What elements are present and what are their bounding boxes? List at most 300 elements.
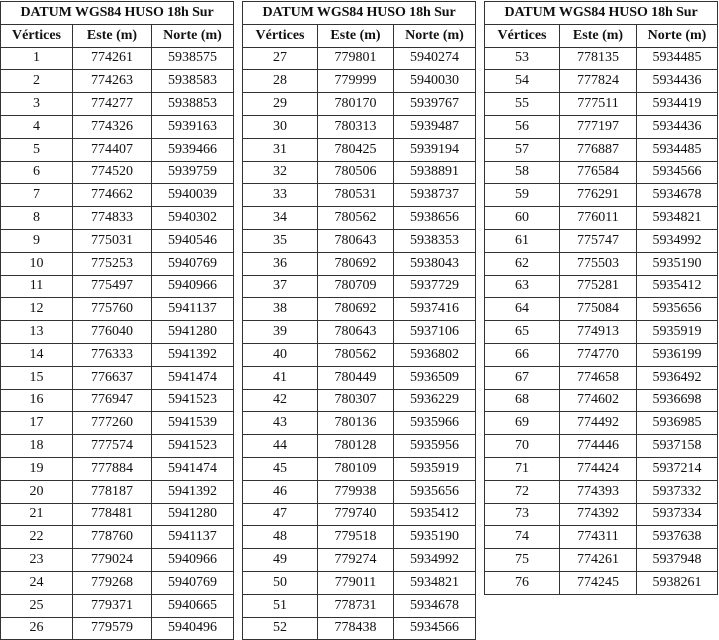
table-row bbox=[1, 571, 234, 594]
table-row bbox=[1, 207, 234, 230]
east-cell: 774277 bbox=[73, 93, 152, 116]
north-cell: 5940966 bbox=[152, 275, 234, 298]
north-cell: 5936985 bbox=[637, 412, 718, 435]
east-cell: 775760 bbox=[73, 298, 152, 321]
vertex-cell: 50 bbox=[243, 571, 318, 594]
vertex-cell: 67 bbox=[485, 366, 560, 389]
north-cell: 5941523 bbox=[152, 435, 234, 458]
table-row bbox=[243, 503, 476, 526]
east-cell: 778481 bbox=[73, 503, 152, 526]
north-cell: 5937416 bbox=[394, 298, 476, 321]
north-cell: 5941539 bbox=[152, 412, 234, 435]
north-cell: 5935190 bbox=[394, 526, 476, 549]
table-row bbox=[243, 389, 476, 412]
east-cell: 774392 bbox=[560, 503, 637, 526]
vertex-cell: 59 bbox=[485, 184, 560, 207]
north-cell: 5937729 bbox=[394, 275, 476, 298]
vertex-cell: 20 bbox=[1, 480, 73, 503]
datum-header: DATUM WGS84 HUSO 18h Sur bbox=[243, 2, 476, 25]
table-row bbox=[243, 435, 476, 458]
north-cell: 5938737 bbox=[394, 184, 476, 207]
table-row bbox=[485, 435, 718, 458]
north-cell: 5938575 bbox=[152, 47, 234, 70]
north-cell: 5935412 bbox=[637, 275, 718, 298]
north-cell: 5934992 bbox=[394, 549, 476, 572]
north-cell: 5937106 bbox=[394, 321, 476, 344]
north-cell: 5939163 bbox=[152, 115, 234, 138]
north-cell: 5939466 bbox=[152, 138, 234, 161]
north-cell: 5938043 bbox=[394, 252, 476, 275]
north-cell: 5936229 bbox=[394, 389, 476, 412]
vertex-cell: 65 bbox=[485, 321, 560, 344]
north-cell: 5941137 bbox=[152, 526, 234, 549]
vertex-cell: 75 bbox=[485, 549, 560, 572]
vertex-cell: 76 bbox=[485, 571, 560, 594]
vertex-cell: 11 bbox=[1, 275, 73, 298]
east-cell: 774492 bbox=[560, 412, 637, 435]
vertex-cell: 41 bbox=[243, 366, 318, 389]
north-cell: 5940769 bbox=[152, 252, 234, 275]
north-cell: 5936509 bbox=[394, 366, 476, 389]
vertex-cell: 14 bbox=[1, 343, 73, 366]
east-column-header: Este (m) bbox=[318, 24, 394, 47]
vertex-cell: 12 bbox=[1, 298, 73, 321]
vertex-cell: 55 bbox=[485, 93, 560, 116]
east-cell: 774662 bbox=[73, 184, 152, 207]
east-cell: 774245 bbox=[560, 571, 637, 594]
east-cell: 780692 bbox=[318, 298, 394, 321]
table-row bbox=[243, 229, 476, 252]
table-row bbox=[1, 321, 234, 344]
east-cell: 780170 bbox=[318, 93, 394, 116]
east-cell: 775084 bbox=[560, 298, 637, 321]
east-cell: 780692 bbox=[318, 252, 394, 275]
east-cell: 778760 bbox=[73, 526, 152, 549]
table-row bbox=[1, 115, 234, 138]
east-cell: 777197 bbox=[560, 115, 637, 138]
vertex-cell: 4 bbox=[1, 115, 73, 138]
north-cell: 5937158 bbox=[637, 435, 718, 458]
vertex-cell: 36 bbox=[243, 252, 318, 275]
vertex-cell: 72 bbox=[485, 480, 560, 503]
vertex-cell: 9 bbox=[1, 229, 73, 252]
east-cell: 776040 bbox=[73, 321, 152, 344]
vertex-cell: 44 bbox=[243, 435, 318, 458]
table-row bbox=[243, 115, 476, 138]
table-row bbox=[243, 321, 476, 344]
east-cell: 774913 bbox=[560, 321, 637, 344]
table-row bbox=[243, 138, 476, 161]
coordinates-table-3 bbox=[484, 1, 718, 595]
east-cell: 779011 bbox=[318, 571, 394, 594]
north-cell: 5941474 bbox=[152, 457, 234, 480]
north-cell: 5934678 bbox=[637, 184, 718, 207]
north-cell: 5934485 bbox=[637, 138, 718, 161]
vertex-cell: 31 bbox=[243, 138, 318, 161]
north-cell: 5934566 bbox=[394, 617, 476, 640]
table-row bbox=[1, 275, 234, 298]
north-cell: 5935919 bbox=[637, 321, 718, 344]
vertex-cell: 3 bbox=[1, 93, 73, 116]
vertex-column-header: Vértices bbox=[243, 24, 318, 47]
vertex-cell: 71 bbox=[485, 457, 560, 480]
north-cell: 5941474 bbox=[152, 366, 234, 389]
table-row bbox=[485, 412, 718, 435]
north-cell: 5941137 bbox=[152, 298, 234, 321]
east-cell: 779999 bbox=[318, 70, 394, 93]
north-cell: 5936802 bbox=[394, 343, 476, 366]
vertex-cell: 16 bbox=[1, 389, 73, 412]
east-cell: 780313 bbox=[318, 115, 394, 138]
north-cell: 5935190 bbox=[637, 252, 718, 275]
table-row bbox=[1, 594, 234, 617]
table-row bbox=[485, 161, 718, 184]
table-row bbox=[243, 47, 476, 70]
table-row bbox=[1, 480, 234, 503]
vertex-cell: 23 bbox=[1, 549, 73, 572]
vertex-cell: 34 bbox=[243, 207, 318, 230]
north-cell: 5936698 bbox=[637, 389, 718, 412]
vertex-cell: 43 bbox=[243, 412, 318, 435]
north-cell: 5935956 bbox=[394, 435, 476, 458]
table-row bbox=[1, 184, 234, 207]
north-cell: 5934436 bbox=[637, 70, 718, 93]
north-cell: 5937948 bbox=[637, 549, 718, 572]
table-row bbox=[1, 435, 234, 458]
table-row bbox=[1, 526, 234, 549]
vertex-cell: 73 bbox=[485, 503, 560, 526]
east-cell: 774311 bbox=[560, 526, 637, 549]
vertex-cell: 15 bbox=[1, 366, 73, 389]
vertex-cell: 47 bbox=[243, 503, 318, 526]
table-row bbox=[243, 412, 476, 435]
north-cell: 5940966 bbox=[152, 549, 234, 572]
north-cell: 5937332 bbox=[637, 480, 718, 503]
east-cell: 779518 bbox=[318, 526, 394, 549]
east-cell: 780709 bbox=[318, 275, 394, 298]
east-cell: 774263 bbox=[73, 70, 152, 93]
vertex-cell: 26 bbox=[1, 617, 73, 640]
vertex-cell: 54 bbox=[485, 70, 560, 93]
north-cell: 5940274 bbox=[394, 47, 476, 70]
east-cell: 780643 bbox=[318, 229, 394, 252]
table-row bbox=[1, 366, 234, 389]
table-row bbox=[1, 503, 234, 526]
east-cell: 776637 bbox=[73, 366, 152, 389]
vertex-cell: 51 bbox=[243, 594, 318, 617]
east-cell: 775253 bbox=[73, 252, 152, 275]
coordinates-table-2 bbox=[242, 1, 476, 640]
vertex-cell: 62 bbox=[485, 252, 560, 275]
north-cell: 5941392 bbox=[152, 343, 234, 366]
table-row bbox=[1, 252, 234, 275]
vertex-cell: 35 bbox=[243, 229, 318, 252]
vertex-cell: 49 bbox=[243, 549, 318, 572]
vertex-cell: 68 bbox=[485, 389, 560, 412]
east-cell: 774446 bbox=[560, 435, 637, 458]
east-column-header: Este (m) bbox=[560, 24, 637, 47]
east-cell: 780449 bbox=[318, 366, 394, 389]
vertex-cell: 63 bbox=[485, 275, 560, 298]
vertex-cell: 56 bbox=[485, 115, 560, 138]
north-cell: 5938891 bbox=[394, 161, 476, 184]
north-cell: 5939759 bbox=[152, 161, 234, 184]
table-row bbox=[1, 47, 234, 70]
vertex-cell: 45 bbox=[243, 457, 318, 480]
vertex-cell: 10 bbox=[1, 252, 73, 275]
table-row bbox=[485, 389, 718, 412]
east-cell: 775503 bbox=[560, 252, 637, 275]
north-cell: 5938853 bbox=[152, 93, 234, 116]
table-row bbox=[243, 526, 476, 549]
north-cell: 5937638 bbox=[637, 526, 718, 549]
vertex-cell: 69 bbox=[485, 412, 560, 435]
table-row bbox=[485, 503, 718, 526]
table-row bbox=[243, 93, 476, 116]
east-cell: 774261 bbox=[73, 47, 152, 70]
east-cell: 780531 bbox=[318, 184, 394, 207]
north-cell: 5940030 bbox=[394, 70, 476, 93]
east-cell: 774393 bbox=[560, 480, 637, 503]
north-cell: 5940039 bbox=[152, 184, 234, 207]
east-cell: 774326 bbox=[73, 115, 152, 138]
north-cell: 5941280 bbox=[152, 321, 234, 344]
north-cell: 5936199 bbox=[637, 343, 718, 366]
north-cell: 5939767 bbox=[394, 93, 476, 116]
north-cell: 5934436 bbox=[637, 115, 718, 138]
north-cell: 5938353 bbox=[394, 229, 476, 252]
north-cell: 5937334 bbox=[637, 503, 718, 526]
vertex-cell: 19 bbox=[1, 457, 73, 480]
vertex-cell: 48 bbox=[243, 526, 318, 549]
east-cell: 778135 bbox=[560, 47, 637, 70]
table-row bbox=[485, 457, 718, 480]
table-row bbox=[1, 457, 234, 480]
table-row bbox=[243, 457, 476, 480]
vertex-cell: 40 bbox=[243, 343, 318, 366]
vertex-cell: 27 bbox=[243, 47, 318, 70]
north-cell: 5935966 bbox=[394, 412, 476, 435]
table-row bbox=[485, 275, 718, 298]
table-row bbox=[1, 343, 234, 366]
east-column-header: Este (m) bbox=[73, 24, 152, 47]
east-cell: 777260 bbox=[73, 412, 152, 435]
east-cell: 775747 bbox=[560, 229, 637, 252]
east-cell: 780562 bbox=[318, 343, 394, 366]
east-cell: 780307 bbox=[318, 389, 394, 412]
north-cell: 5941392 bbox=[152, 480, 234, 503]
table-row bbox=[1, 161, 234, 184]
vertex-cell: 6 bbox=[1, 161, 73, 184]
east-cell: 779801 bbox=[318, 47, 394, 70]
north-cell: 5934821 bbox=[637, 207, 718, 230]
vertex-cell: 8 bbox=[1, 207, 73, 230]
vertex-cell: 7 bbox=[1, 184, 73, 207]
vertex-cell: 32 bbox=[243, 161, 318, 184]
vertex-cell: 13 bbox=[1, 321, 73, 344]
table-row bbox=[243, 298, 476, 321]
table-row bbox=[243, 571, 476, 594]
north-cell: 5934419 bbox=[637, 93, 718, 116]
north-cell: 5935656 bbox=[637, 298, 718, 321]
east-cell: 779268 bbox=[73, 571, 152, 594]
vertex-cell: 64 bbox=[485, 298, 560, 321]
table-row bbox=[485, 321, 718, 344]
table-row bbox=[243, 252, 476, 275]
north-cell: 5940546 bbox=[152, 229, 234, 252]
vertex-cell: 24 bbox=[1, 571, 73, 594]
east-cell: 774261 bbox=[560, 549, 637, 572]
vertex-cell: 70 bbox=[485, 435, 560, 458]
north-column-header: Norte (m) bbox=[152, 24, 234, 47]
table-row bbox=[243, 275, 476, 298]
east-cell: 776887 bbox=[560, 138, 637, 161]
table-row bbox=[243, 207, 476, 230]
east-cell: 774658 bbox=[560, 366, 637, 389]
table-row bbox=[1, 298, 234, 321]
east-cell: 779938 bbox=[318, 480, 394, 503]
vertex-cell: 66 bbox=[485, 343, 560, 366]
north-cell: 5940302 bbox=[152, 207, 234, 230]
north-cell: 5934992 bbox=[637, 229, 718, 252]
east-cell: 776584 bbox=[560, 161, 637, 184]
vertex-cell: 53 bbox=[485, 47, 560, 70]
table-row bbox=[1, 549, 234, 572]
east-cell: 779579 bbox=[73, 617, 152, 640]
table-row bbox=[1, 229, 234, 252]
north-cell: 5936492 bbox=[637, 366, 718, 389]
north-cell: 5935412 bbox=[394, 503, 476, 526]
north-cell: 5939194 bbox=[394, 138, 476, 161]
north-cell: 5940769 bbox=[152, 571, 234, 594]
table-row bbox=[485, 526, 718, 549]
east-cell: 774407 bbox=[73, 138, 152, 161]
table-row bbox=[485, 549, 718, 572]
east-cell: 780128 bbox=[318, 435, 394, 458]
vertex-cell: 28 bbox=[243, 70, 318, 93]
north-cell: 5941523 bbox=[152, 389, 234, 412]
north-cell: 5934678 bbox=[394, 594, 476, 617]
east-cell: 774520 bbox=[73, 161, 152, 184]
table-row bbox=[1, 138, 234, 161]
vertex-cell: 18 bbox=[1, 435, 73, 458]
north-cell: 5934821 bbox=[394, 571, 476, 594]
east-cell: 779371 bbox=[73, 594, 152, 617]
east-cell: 778438 bbox=[318, 617, 394, 640]
table-row bbox=[485, 571, 718, 594]
vertex-cell: 38 bbox=[243, 298, 318, 321]
east-cell: 778187 bbox=[73, 480, 152, 503]
north-cell: 5941280 bbox=[152, 503, 234, 526]
vertex-cell: 30 bbox=[243, 115, 318, 138]
table-row bbox=[485, 70, 718, 93]
table-row bbox=[485, 138, 718, 161]
east-cell: 778731 bbox=[318, 594, 394, 617]
vertex-column-header: Vértices bbox=[1, 24, 73, 47]
vertex-cell: 21 bbox=[1, 503, 73, 526]
table-row bbox=[243, 184, 476, 207]
north-column-header: Norte (m) bbox=[394, 24, 476, 47]
east-cell: 780425 bbox=[318, 138, 394, 161]
table-row bbox=[243, 594, 476, 617]
vertex-cell: 2 bbox=[1, 70, 73, 93]
table-row bbox=[243, 617, 476, 640]
table-row bbox=[1, 412, 234, 435]
north-cell: 5939487 bbox=[394, 115, 476, 138]
table-row bbox=[1, 93, 234, 116]
vertex-cell: 25 bbox=[1, 594, 73, 617]
table-row bbox=[485, 184, 718, 207]
vertex-cell: 74 bbox=[485, 526, 560, 549]
table-row bbox=[485, 47, 718, 70]
coordinates-table-1 bbox=[0, 1, 234, 640]
vertex-cell: 61 bbox=[485, 229, 560, 252]
vertex-column-header: Vértices bbox=[485, 24, 560, 47]
vertex-cell: 29 bbox=[243, 93, 318, 116]
vertex-cell: 22 bbox=[1, 526, 73, 549]
vertex-cell: 5 bbox=[1, 138, 73, 161]
vertex-cell: 33 bbox=[243, 184, 318, 207]
table-row bbox=[485, 343, 718, 366]
table-row bbox=[485, 298, 718, 321]
table-row bbox=[243, 161, 476, 184]
east-cell: 777574 bbox=[73, 435, 152, 458]
table-row bbox=[243, 366, 476, 389]
table-row bbox=[243, 549, 476, 572]
east-cell: 774770 bbox=[560, 343, 637, 366]
east-cell: 779024 bbox=[73, 549, 152, 572]
east-cell: 780506 bbox=[318, 161, 394, 184]
north-cell: 5935656 bbox=[394, 480, 476, 503]
table-row bbox=[485, 115, 718, 138]
table-row bbox=[243, 480, 476, 503]
table-row bbox=[1, 389, 234, 412]
east-cell: 777884 bbox=[73, 457, 152, 480]
datum-header: DATUM WGS84 HUSO 18h Sur bbox=[1, 2, 234, 25]
vertex-cell: 37 bbox=[243, 275, 318, 298]
table-row bbox=[485, 229, 718, 252]
vertex-cell: 58 bbox=[485, 161, 560, 184]
datum-header: DATUM WGS84 HUSO 18h Sur bbox=[485, 2, 718, 25]
vertex-cell: 1 bbox=[1, 47, 73, 70]
east-cell: 776333 bbox=[73, 343, 152, 366]
east-cell: 774602 bbox=[560, 389, 637, 412]
table-row bbox=[1, 617, 234, 640]
north-cell: 5934485 bbox=[637, 47, 718, 70]
north-cell: 5938656 bbox=[394, 207, 476, 230]
east-cell: 779740 bbox=[318, 503, 394, 526]
table-row bbox=[243, 343, 476, 366]
vertex-cell: 52 bbox=[243, 617, 318, 640]
table-row bbox=[485, 366, 718, 389]
east-cell: 775031 bbox=[73, 229, 152, 252]
east-cell: 780562 bbox=[318, 207, 394, 230]
north-cell: 5935919 bbox=[394, 457, 476, 480]
east-cell: 774833 bbox=[73, 207, 152, 230]
east-cell: 777511 bbox=[560, 93, 637, 116]
north-cell: 5938261 bbox=[637, 571, 718, 594]
east-cell: 775281 bbox=[560, 275, 637, 298]
east-cell: 775497 bbox=[73, 275, 152, 298]
vertex-cell: 17 bbox=[1, 412, 73, 435]
east-cell: 780643 bbox=[318, 321, 394, 344]
vertex-cell: 46 bbox=[243, 480, 318, 503]
table-row bbox=[485, 480, 718, 503]
east-cell: 776011 bbox=[560, 207, 637, 230]
east-cell: 780109 bbox=[318, 457, 394, 480]
table-row bbox=[485, 252, 718, 275]
table-row bbox=[485, 93, 718, 116]
